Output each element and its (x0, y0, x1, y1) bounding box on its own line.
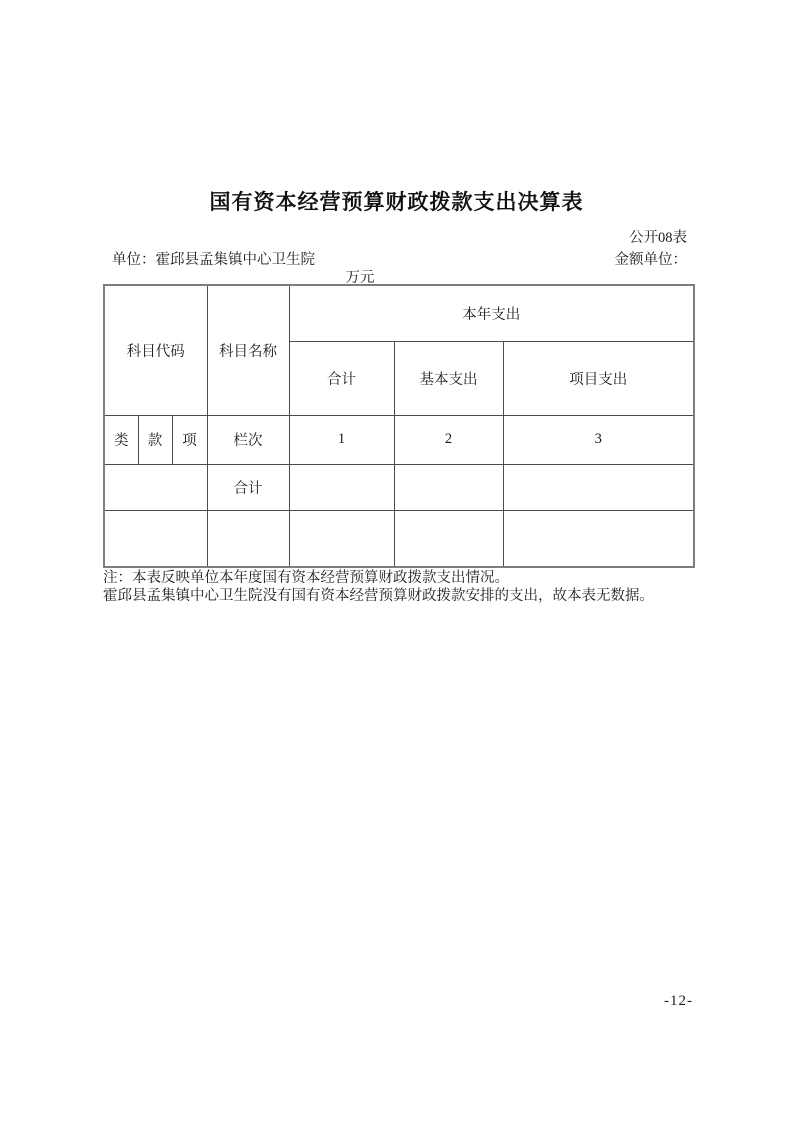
header-basic-expenditure: 基本支出 (394, 341, 503, 415)
index-column-header: 栏次 (207, 415, 289, 464)
header-current-year-expenditure: 本年支出 (289, 285, 694, 341)
row-empty-name-cell (207, 510, 289, 567)
row-total-basic-cell (394, 464, 503, 510)
note-line-1: 注：本表反映单位本年度国有资本经营预算财政拨款支出情况。 (103, 570, 509, 586)
row-total-code-cell (104, 464, 207, 510)
row-empty-project-cell (503, 510, 694, 567)
footnotes (103, 570, 703, 605)
row-total-total-cell (289, 464, 394, 510)
row-empty-total-cell (289, 510, 394, 567)
unit-name-label: 单位：霍邱县孟集镇中心卫生院 (112, 252, 315, 268)
amount-unit-label: 金额单位： (614, 252, 687, 268)
page-title: 国有资本经营预算财政拨款支出决算表 (209, 190, 584, 214)
note-line-2: 霍邱县孟集镇中心卫生院没有国有资本经营预算财政拨款安排的支出，故本表无数据。 (103, 587, 654, 604)
header-project-expenditure: 项目支出 (503, 341, 694, 415)
index-code-section: 款 (138, 415, 172, 464)
form-number-label: 公开08表 (629, 230, 687, 246)
expenditure-table (103, 284, 695, 568)
table-row (104, 510, 694, 567)
index-col-2: 2 (394, 415, 503, 464)
index-code-class: 类 (104, 415, 138, 464)
row-total-project-cell (503, 464, 694, 510)
index-col-1: 1 (289, 415, 394, 464)
amount-unit-value: 万元 (345, 270, 375, 286)
header-subject-name: 科目名称 (207, 285, 289, 415)
row-empty-basic-cell (394, 510, 503, 567)
index-code-item: 项 (172, 415, 207, 464)
index-col-3: 3 (503, 415, 694, 464)
header-subject-code: 科目代码 (104, 285, 207, 415)
table-row (104, 464, 694, 510)
row-empty-code-cell (104, 510, 207, 567)
header-total: 合计 (289, 341, 394, 415)
page-number: -12- (664, 993, 693, 1009)
row-total-name-cell: 合计 (207, 464, 289, 510)
